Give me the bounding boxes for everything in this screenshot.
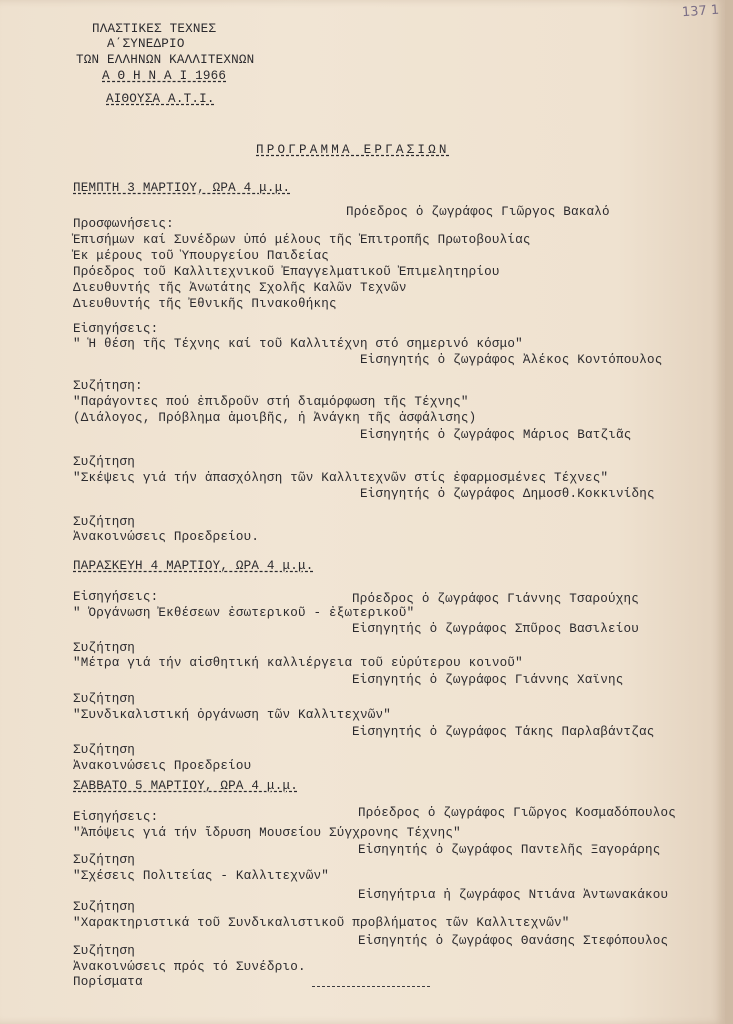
day2-discussion-1-topic: "Μέτρα γιά τήν αἰσθητική καλλιέργεια τοῦ εὐρύτερου κοινοῦ" xyxy=(73,656,523,670)
page-number-handwritten: 137 1 xyxy=(681,2,720,21)
day3-announcements: Ἀνακοινώσεις πρός τό Συνέδριο. xyxy=(73,960,306,974)
day2-discussion-1-speaker: Εἰσηγητής ὁ ζωγράφος Γιάννης Χαϊνης xyxy=(352,673,624,687)
day3-report-1-speaker: Εἰσηγητής ὁ ζωγράφος Παντελῆς Ξαγοράρης xyxy=(358,843,661,857)
day2-discussion-1-label: Συζήτηση xyxy=(73,641,136,655)
day1-discussion-1-detail: (Διάλογος, Πρόβλημα ἀμοιβῆς, ἡ Ἀνάγκη τῆς ἀσφάλισης) xyxy=(73,411,477,425)
day2-discussion-2-label: Συζήτηση xyxy=(73,692,136,706)
day1-discussion-2-label: Συζήτηση xyxy=(73,455,136,469)
header-line-3: ΤΩΝ ΕΛΛΗΝΩΝ ΚΑΛΛΙΤΕΧΝΩΝ xyxy=(76,53,255,67)
day3-discussion-2-label: Συζήτηση xyxy=(73,900,136,914)
day1-chair: Πρόεδρος ὁ ζωγράφος Γιῶργος Βακαλό xyxy=(346,205,610,219)
day2-announcements: Ἀνακοινώσεις Προεδρείου xyxy=(73,759,252,773)
day1-announcements: Ἀνακοινώσεις Προεδρείου. xyxy=(73,530,260,544)
header-line-4: Α Θ Η Ν Α Ι 1966 xyxy=(102,69,227,83)
day3-discussion-2-speaker: Εἰσηγητής ὁ ζωγράφος Θανάσης Στεφόπουλος xyxy=(358,934,669,948)
day2-chair: Πρόεδρος ὁ ζωγράφος Γιάννης Τσαρούχης xyxy=(352,592,640,606)
day3-report-1: "Ἀπόψεις γιά τήν ἵδρυση Μουσείου Σύγχρονης Τέχνης" xyxy=(73,826,461,840)
day2-report-1-speaker: Εἰσηγητής ὁ ζωγράφος Σπῦρος Βασιλείου xyxy=(352,622,640,636)
day1-discussion-1-label: Συζήτηση: xyxy=(73,379,143,393)
page-title: ΠΡΟΓΡΑΜΜΑ ΕΡΓΑΣΙΩΝ xyxy=(256,143,450,157)
day3-discussion-1-label: Συζήτηση xyxy=(73,853,136,867)
day1-discussion-1-topic: "Παράγοντες πού ἐπιδροῦν στή διαμόρφωση τῆς Τέχνης" xyxy=(73,395,469,409)
day2-reports-label: Εἰσηγήσεις: xyxy=(73,590,159,604)
header-line-5: ΑΙΘΟΥΣΑ Α.Τ.Ι. xyxy=(106,92,215,106)
day3-conclusions: Πορίσματα xyxy=(73,975,143,989)
header-line-2: Α΄ΣΥΝΕΔΡΙΟ xyxy=(107,37,185,51)
day1-greetings-label: Προσφωνήσεις: xyxy=(73,217,174,231)
day1-greeting-3: Πρόεδρος τοῦ Καλλιτεχνικοῦ Ἐπαγγελματικοῦ Ἐπιμελητηρίου xyxy=(73,265,500,279)
day3-reports-label: Εἰσηγήσεις: xyxy=(73,810,159,824)
day1-greeting-1: Ἐπισήμων καί Συνέδρων ὑπό μέλους τῆς Ἐπιτροπῆς Πρωτοβουλίας xyxy=(73,233,531,247)
day3-heading: ΣΑΒΒΑΤΟ 5 ΜΑΡΤΙΟΥ, ΩΡΑ 4 μ.μ. xyxy=(73,779,298,793)
day2-discussion-2-speaker: Εἰσηγητής ὁ ζωγράφος Τάκης Παρλαβάντζας xyxy=(352,725,655,739)
day1-greeting-5: Διευθυντής τῆς Ἐθνικῆς Πινακοθήκης xyxy=(73,297,337,311)
day1-report-1-speaker: Εἰσηγητής ὁ ζωγράφος Ἀλέκος Κοντόπουλος xyxy=(360,353,663,367)
day3-discussion-1-speaker: Εἰσηγήτρια ἡ ζωγράφος Ντιάνα Ἀντωνακάκου xyxy=(358,888,669,902)
day3-chair: Πρόεδρος ὁ ζωγράφος Γιῶργος Κοσμαδόπουλος xyxy=(358,806,677,820)
header-line-1: ΠΛΑΣΤΙΚΕΣ ΤΕΧΝΕΣ xyxy=(92,22,217,36)
page-edge xyxy=(725,0,733,1024)
day2-report-1: " Ὀργάνωση Ἐκθέσεων ἐσωτερικοῦ - ἐξωτερικοῦ" xyxy=(73,606,415,620)
day1-report-1: " Ἡ θέση τῆς Τέχνης καί τοῦ Καλλιτέχνη στό σημερινό κόσμο" xyxy=(73,337,523,351)
day2-discussion-2-topic: "Συνδικαλιστική ὀργάνωση τῶν Καλλιτεχνῶν" xyxy=(73,708,392,722)
day2-discussion-3-label: Συζήτηση xyxy=(73,743,136,757)
day1-heading: ΠΕΜΠΤΗ 3 ΜΑΡΤΙΟΥ, ΩΡΑ 4 μ.μ. xyxy=(73,181,291,195)
day3-discussion-2-topic: "Χαρακτηριστικά τοῦ Συνδικαλιστικοῦ προβλήματος τῶν Καλλιτεχνῶν" xyxy=(73,916,570,930)
day2-heading: ΠΑΡΑΣΚΕΥΗ 4 ΜΑΡΤΙΟΥ, ΩΡΑ 4 μ.μ. xyxy=(73,559,314,573)
day1-greeting-2: Ἐκ μέρους τοῦ Ὑπουργείου Παιδείας xyxy=(73,249,329,263)
day3-discussion-1-topic: "Σχέσεις Πολιτείας - Καλλιτεχνῶν" xyxy=(73,869,329,883)
day1-reports-label: Εἰσηγήσεις: xyxy=(73,322,159,336)
day1-discussion-3-label: Συζήτηση xyxy=(73,515,136,529)
day1-discussion-2-speaker: Εἰσηγητής ὁ ζωγράφος Δημοσθ.Κοκκινίδης xyxy=(360,487,655,501)
day1-discussion-2-topic: "Σκέψεις γιά τήν ἀπασχόληση τῶν Καλλιτεχνῶν στίς ἐφαρμοσμένες Τέχνες" xyxy=(73,471,609,485)
day3-discussion-3-label: Συζήτηση xyxy=(73,944,136,958)
day1-greeting-4: Διευθυντής τῆς Ἀνωτάτης Σχολῆς Καλῶν Τεχνῶν xyxy=(73,281,407,295)
end-divider xyxy=(312,986,430,987)
day1-discussion-1-speaker: Εἰσηγητής ὁ ζωγράφος Μάριος Βατζιᾶς xyxy=(360,428,632,442)
